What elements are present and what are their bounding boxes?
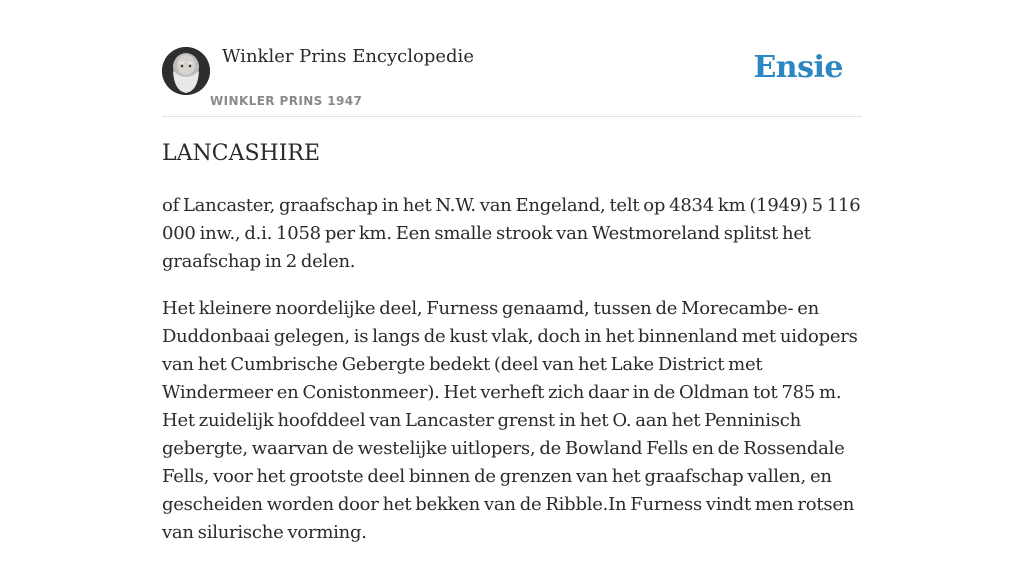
article-paragraph: of Lancaster, graafschap in het N.W. van Engeland, telt op 4834 km (1949) 5 116 000 inw., d.i. 1058 per km. Een smalle strook van Westmoreland splitst het graafschap in 2 delen.	[162, 195, 861, 272]
article-title: LANCASHIRE	[162, 141, 321, 166]
brand-logo[interactable]: Ensie	[753, 50, 843, 85]
source-title[interactable]: Winkler Prins Encyclopedie	[222, 46, 474, 67]
article-paragraph: Het kleinere noordelijke deel, Furness genaamd, tussen de Morecambe- en Duddonbaai gelegen, is langs de kust vlak, doch in het binnenland met uidopers van het Cumbrische Gebergte bedekt (deel van het Lake District met Windermeer en Conistonmeer). Het verheft zich daar in de Oldman tot 785 m. Het zuidelijk hoofddeel van Lancaster grenst in het O. aan het Penninisch gebergte, waarvan de westelijke uitlopers, de Bowland Fells en de Rossendale Fells, voor het grootste deel binnen de grenzen van het graafschap vallen, en gescheiden worden door het bekken van de Ribble.In Furness vindt men rotsen van silurische vorming.	[162, 298, 858, 543]
article-body	[162, 192, 862, 566]
header	[162, 0, 862, 117]
page-container	[162, 0, 862, 543]
bearded-man-portrait-icon	[162, 47, 210, 95]
source-subtitle[interactable]: WINKLER PRINS 1947	[210, 94, 363, 108]
avatar[interactable]	[162, 47, 210, 95]
